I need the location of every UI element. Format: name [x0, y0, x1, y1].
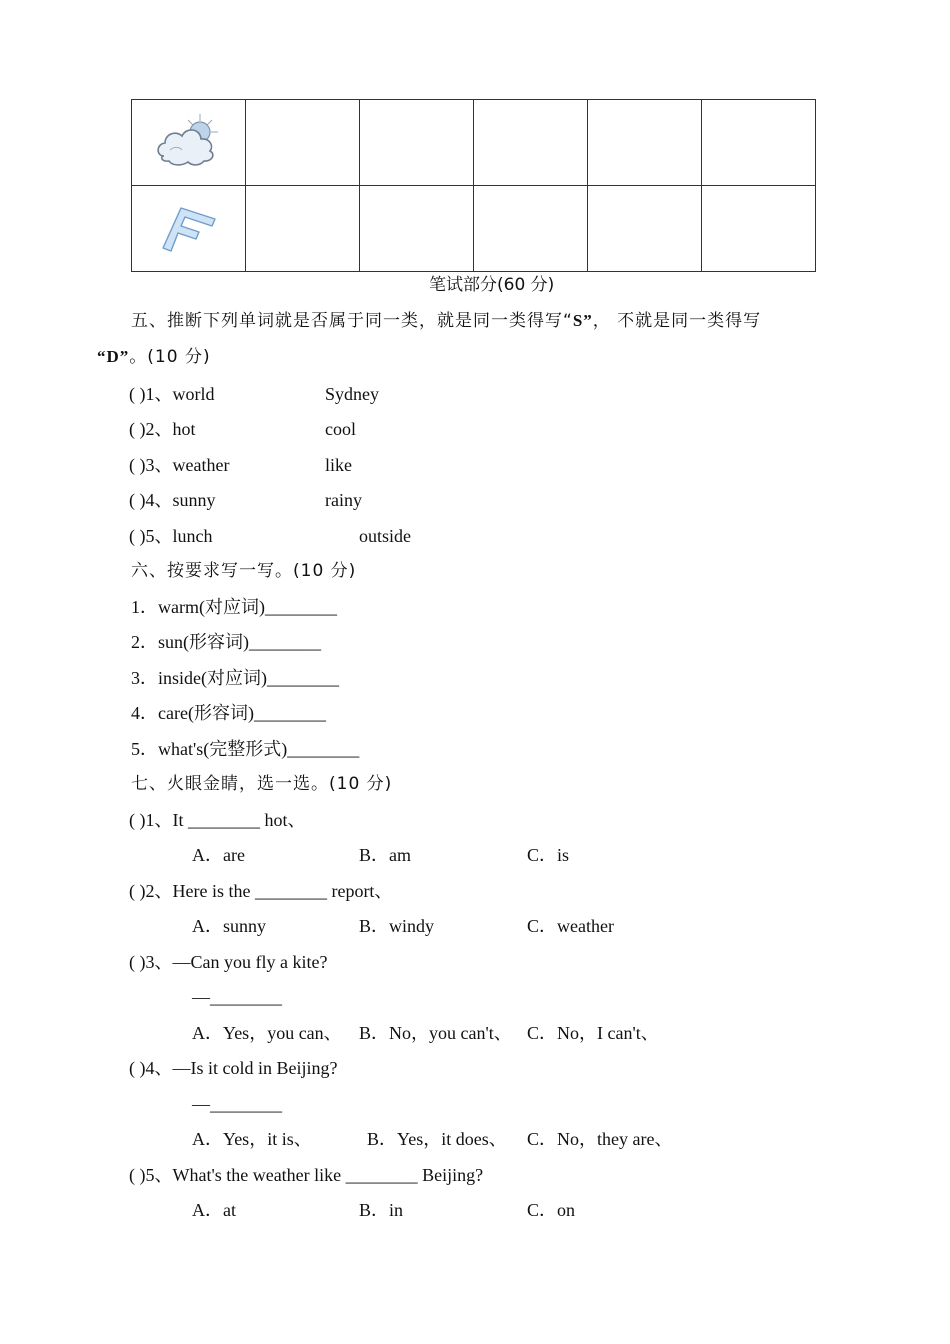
grid-cell-picture — [132, 100, 246, 186]
option-b: B．in — [359, 1200, 404, 1220]
option-b: B．Yes，it does、 — [367, 1129, 507, 1149]
section-7-title: 七、火眼金睛，选一选。(10 分) — [131, 774, 393, 794]
section-5-title-text-a: 五、推断下列单词就是否属于同一类，就是同一类得写“ — [131, 311, 573, 331]
item-word2: cool — [325, 419, 356, 439]
grid-cell-empty — [702, 186, 816, 272]
list-item: 1．warm(对应词)________ — [131, 597, 337, 617]
item-number-word: ( )2、hot — [129, 419, 196, 439]
picture-grid — [131, 99, 816, 272]
grid-cell-empty — [702, 100, 816, 186]
option-c: C．No，they are、 — [527, 1129, 673, 1149]
list-item — [129, 417, 196, 441]
option-b: B．No，you can't、 — [359, 1023, 512, 1043]
question-stem: ( )2、Here is the ________ report、 — [129, 881, 393, 901]
item-number-word: ( )5、lunch — [129, 526, 213, 546]
option-a: A．Yes，you can、 — [192, 1023, 342, 1043]
list-item — [129, 524, 212, 548]
list-item — [129, 453, 229, 477]
question-stem: ( )1、It ________ hot、 — [129, 810, 306, 830]
option-a: A．Yes，it is、 — [192, 1129, 312, 1149]
grid-cell-empty — [474, 100, 588, 186]
option-a: A．sunny — [192, 916, 267, 936]
option-c: C．weather — [527, 916, 614, 936]
grid-cell-empty — [246, 100, 360, 186]
list-item — [129, 382, 214, 406]
item-word2: rainy — [325, 490, 362, 510]
cloudy-sun-icon — [154, 112, 224, 168]
option-c: C．No，I can't、 — [527, 1023, 659, 1043]
grid-cell-empty — [588, 186, 702, 272]
section-5-title-d: “D” — [97, 347, 130, 366]
list-item: 5．what's(完整形式)________ — [131, 739, 360, 759]
option-a: A．at — [192, 1200, 236, 1220]
section-5-title-line2 — [97, 345, 211, 369]
list-item — [129, 488, 216, 512]
option-b: B．am — [359, 845, 411, 865]
section-5-title-text-c: 。(10 分) — [129, 347, 211, 367]
item-number-word: ( )1、world — [129, 384, 215, 404]
item-word2: outside — [359, 526, 411, 546]
answer-blank: —________ — [192, 987, 282, 1007]
item-number-word: ( )4、sunny — [129, 490, 216, 510]
section-5-title — [131, 309, 761, 333]
option-a: A．are — [192, 845, 245, 865]
wind-letter-f-icon — [159, 198, 219, 254]
grid-cell-empty — [360, 100, 474, 186]
question-stem: ( )4、—Is it cold in Beijing? — [129, 1058, 338, 1078]
section-6-title: 六、按要求写一写。(10 分) — [131, 561, 357, 581]
grid-cell-picture — [132, 186, 246, 272]
section-5-title-text-b: ， 不就是同一类得写 — [592, 311, 762, 331]
grid-cell-empty — [246, 186, 360, 272]
item-number-word: ( )3、weather — [129, 455, 230, 475]
option-c: C．is — [527, 845, 570, 865]
item-word2: like — [325, 455, 352, 475]
list-item: 3．inside(对应词)________ — [131, 668, 339, 688]
section-5-title-s: S” — [572, 311, 593, 330]
written-part-caption: 笔试部分(60 分) — [429, 275, 555, 295]
question-stem: ( )3、—Can you fly a kite? — [129, 952, 328, 972]
question-stem: ( )5、What's the weather like ________ Beijing? — [129, 1165, 484, 1185]
list-item: 4．care(形容词)________ — [131, 703, 326, 723]
grid-cell-empty — [474, 186, 588, 272]
item-word2: Sydney — [325, 384, 379, 404]
grid-cell-empty — [360, 186, 474, 272]
answer-blank: —________ — [192, 1094, 282, 1114]
grid-cell-empty — [588, 100, 702, 186]
option-c: C．on — [527, 1200, 576, 1220]
option-b: B．windy — [359, 916, 435, 936]
grid-row — [132, 186, 816, 272]
grid-row — [132, 100, 816, 186]
list-item: 2．sun(形容词)________ — [131, 632, 321, 652]
